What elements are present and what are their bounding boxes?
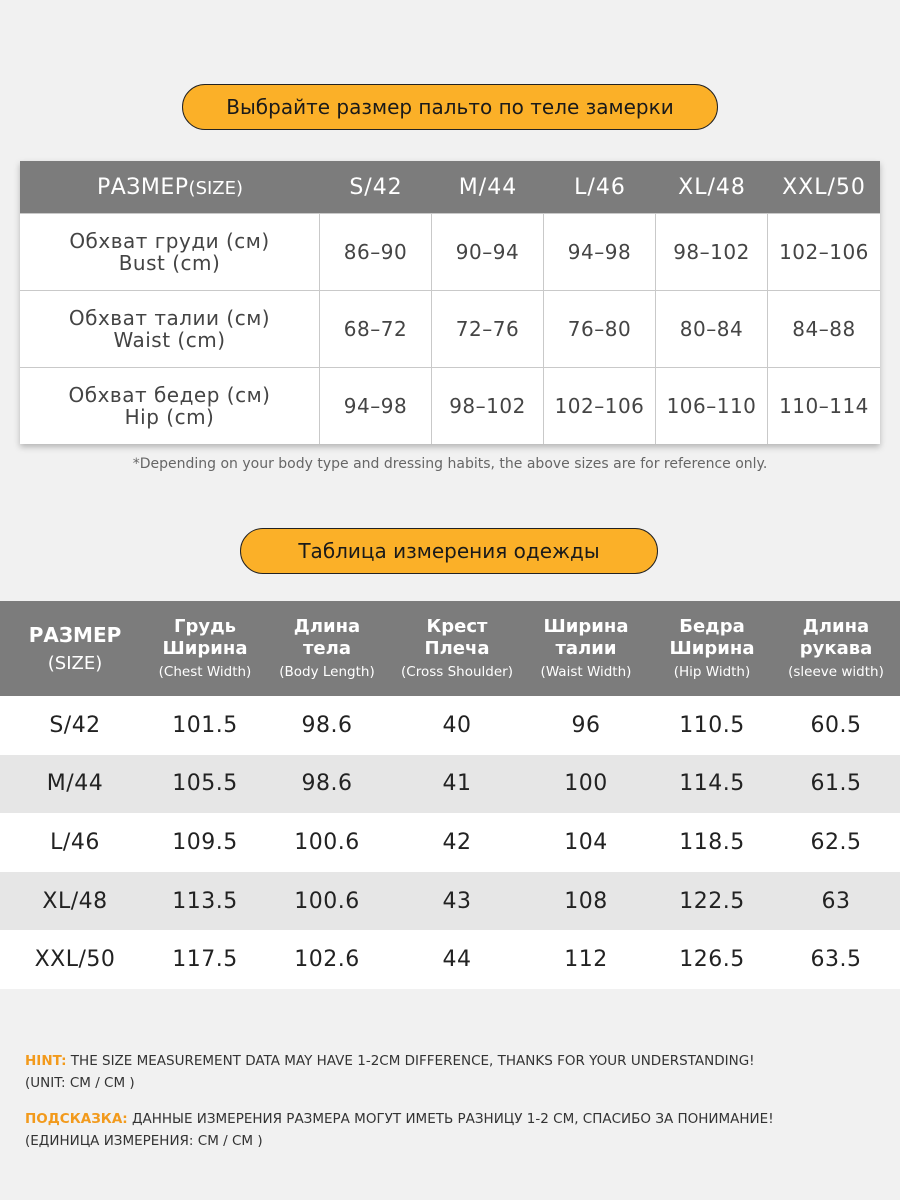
ru-hint-line (25, 1108, 885, 1130)
table-cell: 98–102 (432, 368, 544, 444)
table-cell: 98.6 (301, 712, 353, 738)
table-cell: 84–88 (792, 317, 856, 341)
row-size: XXL/50 (34, 947, 116, 973)
row-label-ru: Обхват груди (см) (69, 229, 270, 253)
row-label-en: Bust (cm) (118, 251, 221, 275)
header-sub: (Chest Width) (158, 663, 252, 680)
table-cell: 117.5 (172, 947, 238, 973)
hint-line (25, 1050, 885, 1072)
table-cell: 104 (564, 829, 608, 855)
row-size: S/42 (49, 712, 101, 738)
table-cell: 102.6 (294, 947, 360, 973)
column-header-chest (150, 601, 260, 696)
size-label-main: РАЗМЕР (96, 174, 189, 200)
table-cell: 102–106 (544, 368, 656, 444)
header-sub: (Body Length) (279, 663, 375, 680)
table-cell: 118.5 (679, 829, 745, 855)
table-cell: 72–76 (432, 291, 544, 367)
header-sub: (Cross Shoulder) (401, 663, 513, 680)
table-cell: 62.5 (810, 829, 862, 855)
table-cell: 108 (564, 888, 608, 914)
header-sub: (sleeve width) (788, 663, 884, 680)
size-col-header: XL/48 (678, 174, 746, 200)
row-label (20, 291, 320, 367)
table-cell: 110.5 (679, 712, 745, 738)
header-line1: Ширина (543, 615, 629, 637)
table-cell: 106–110 (656, 368, 768, 444)
section-title-garment-measurements: Таблица измерения одежды (240, 528, 658, 574)
ru-hint-text: ДАННЫЕ ИЗМЕРЕНИЯ РАЗМЕРА МОГУТ ИМЕТЬ РАЗНИЦУ 1-2 СМ, СПАСИБО ЗА ПОНИМАНИЕ! (127, 1111, 774, 1127)
table-row (0, 813, 900, 872)
footer-hints (25, 1050, 885, 1152)
table-cell: 80–84 (656, 291, 768, 367)
hint-unit: (UNIT: CM / CM ) (25, 1075, 135, 1091)
ru-hint-unit: (ЕДИНИЦА ИЗМЕРЕНИЯ: СМ / СМ ) (25, 1133, 263, 1149)
table-cell: 40 (442, 712, 472, 738)
table-cell: 105.5 (172, 771, 238, 797)
table-cell: 96 (571, 712, 601, 738)
table-cell: 94–98 (544, 214, 656, 290)
table-cell: 41 (442, 771, 472, 797)
table-cell: 98.6 (301, 771, 353, 797)
table-cell: 100 (564, 771, 608, 797)
table-cell: 101.5 (172, 712, 238, 738)
ru-hint-label: ПОДСКАЗКА: (25, 1111, 128, 1127)
table-cell: 61.5 (810, 771, 862, 797)
header-line1: Грудь (173, 615, 236, 637)
header-line1: Бедра (679, 615, 745, 637)
table-cell: 60.5 (810, 712, 862, 738)
column-header-waist-width (520, 601, 652, 696)
row-size: XL/48 (42, 888, 108, 914)
row-label-en: Hip (cm) (124, 405, 215, 429)
row-size: L/46 (50, 829, 100, 855)
row-label-ru: Обхват бедер (см) (68, 383, 271, 407)
reference-note: *Depending on your body type and dressing habits, the above sizes are for reference only. (132, 456, 768, 472)
row-label-ru: Обхват талии (см) (68, 306, 271, 330)
header-line2: Ширина (162, 637, 248, 659)
column-header-cross-shoulder (394, 601, 520, 696)
garment-measurement-table (0, 601, 900, 989)
size-label-sub: (SIZE) (188, 177, 244, 199)
size-col-header: M/44 (458, 174, 518, 200)
table-cell: 63 (821, 888, 851, 914)
table-row-bust (20, 213, 880, 290)
table-cell: 100.6 (294, 829, 360, 855)
table-cell: 43 (442, 888, 472, 914)
table-cell: 44 (442, 947, 472, 973)
header-sub: (Hip Width) (673, 663, 751, 680)
table-cell: 100.6 (294, 888, 360, 914)
row-size: M/44 (46, 771, 104, 797)
header-line2: Ширина (669, 637, 755, 659)
header-line2: Плеча (424, 637, 490, 659)
table-cell: 114.5 (679, 771, 745, 797)
table-header (0, 601, 900, 696)
table-cell: 109.5 (172, 829, 238, 855)
section-title-size-by-body: Выбрайте размер пальто по теле замерки (182, 84, 718, 130)
table-cell: 102–106 (779, 240, 869, 264)
header-line2: рукава (799, 637, 873, 659)
size-header (0, 601, 150, 696)
hint-text: THE SIZE MEASUREMENT DATA MAY HAVE 1-2CM DIFFERENCE, THANKS FOR YOUR UNDERSTANDING! (66, 1053, 755, 1069)
table-cell: 63.5 (810, 947, 862, 973)
size-col-header: S/42 (349, 174, 403, 200)
table-cell: 122.5 (679, 888, 745, 914)
table-cell: 98–102 (656, 214, 768, 290)
size-header-main: РАЗМЕР (28, 622, 122, 647)
table-cell: 90–94 (432, 214, 544, 290)
table-row (0, 872, 900, 931)
hint-label: HINT: (25, 1053, 67, 1069)
size-header-label (20, 175, 320, 200)
header-line1: Длина (802, 615, 870, 637)
table-cell: 112 (564, 947, 608, 973)
header-line1: Крест (426, 615, 488, 637)
size-col-header: XXL/50 (782, 174, 866, 200)
table-row (0, 930, 900, 989)
header-sub: (Waist Width) (540, 663, 632, 680)
table-cell: 94–98 (320, 368, 432, 444)
table-cell: 86–90 (320, 214, 432, 290)
table-cell: 113.5 (172, 888, 238, 914)
size-header-sub: (SIZE) (47, 652, 103, 674)
table-cell: 68–72 (320, 291, 432, 367)
table-row (0, 696, 900, 755)
table-header (20, 161, 880, 213)
row-label-en: Waist (cm) (113, 328, 226, 352)
table-cell: 76–80 (544, 291, 656, 367)
row-label (20, 368, 320, 444)
table-row-waist (20, 290, 880, 367)
table-cell: 110–114 (779, 394, 869, 418)
table-cell: 42 (442, 829, 472, 855)
column-header-body-length (260, 601, 394, 696)
header-line2: тела (303, 637, 351, 659)
size-col-header: L/46 (574, 174, 626, 200)
column-header-sleeve (772, 601, 900, 696)
column-header-hip-width (652, 601, 772, 696)
header-line2: талии (555, 637, 617, 659)
body-measurement-table (20, 161, 880, 444)
table-row-hip (20, 367, 880, 444)
table-row (0, 755, 900, 814)
table-cell: 126.5 (679, 947, 745, 973)
header-line1: Длина (293, 615, 361, 637)
row-label (20, 214, 320, 290)
